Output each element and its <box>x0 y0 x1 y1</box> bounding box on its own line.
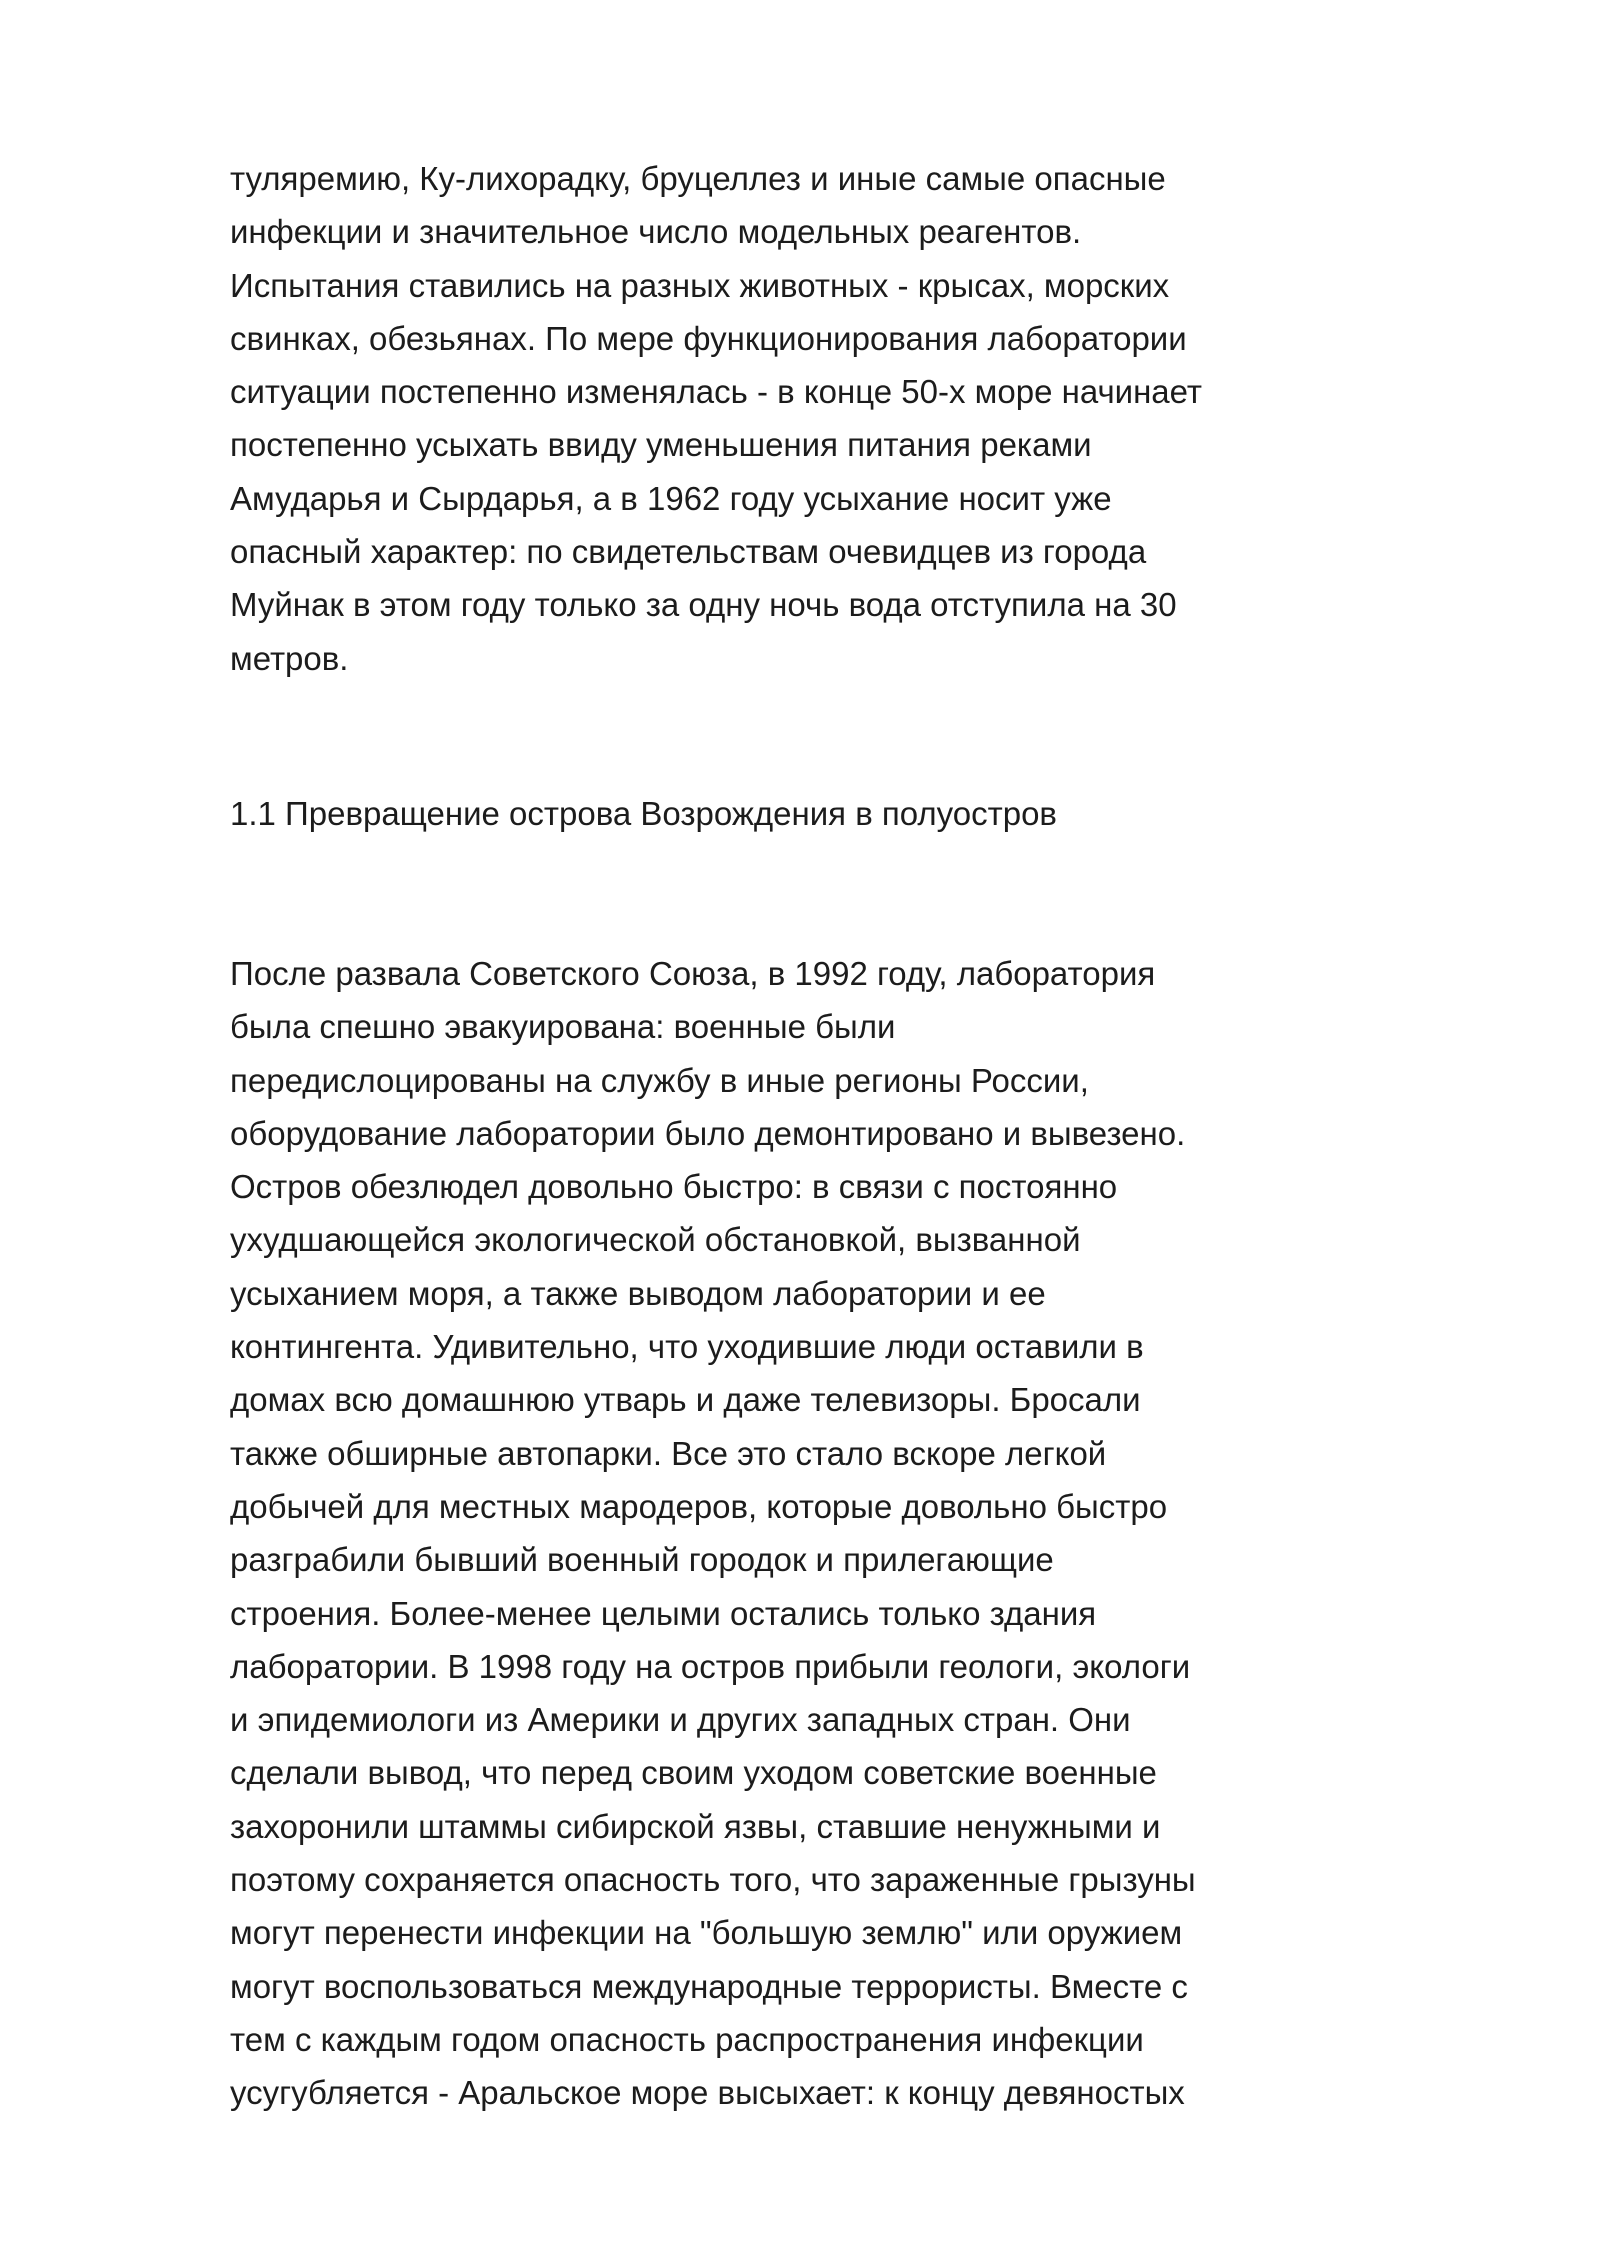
text-line: сделали вывод, что перед своим уходом советские военные <box>230 1754 1157 1792</box>
text-line: оборудование лаборатории было демонтировано и вывезено. <box>230 1114 1186 1152</box>
text-line: поэтому сохраняется опасность того, что зараженные грызуны <box>230 1861 1196 1899</box>
text-line: свинках, обезьянах. По мере функционирования лаборатории <box>230 319 1187 357</box>
text-line: также обширные автопарки. Все это стало вскоре легкой <box>230 1434 1107 1472</box>
text-line: лаборатории. В 1998 году на остров прибыли геологи, экологи <box>230 1647 1191 1685</box>
text-line: и эпидемиологи из Америки и других западных стран. Они <box>230 1701 1131 1739</box>
text-line: тем с каждым годом опасность распространения инфекции <box>230 2020 1144 2058</box>
text-line: Муйнак в этом году только за одну ночь вода отступила на 30 <box>230 586 1177 624</box>
text-line: Амударья и Сырдарья, а в 1962 году усыхание носит уже <box>230 479 1112 517</box>
text-line: строения. Более-менее целыми остались только здания <box>230 1594 1097 1632</box>
text-line: постепенно усыхать ввиду уменьшения питания реками <box>230 426 1092 464</box>
text-line: усугубляется - Аральское море высыхает: к концу девяностых <box>230 2074 1185 2112</box>
section-heading-text: 1.1 Превращение острова Возрождения в полуостров <box>230 795 1057 832</box>
paragraph-2 <box>230 947 1310 2120</box>
text-line: передислоцированы на службу в иные регионы России, <box>230 1061 1089 1099</box>
paragraph-1 <box>230 152 1310 685</box>
text-line: разграбили бывший военный городок и прилегающие <box>230 1541 1054 1579</box>
text-line: ситуации постепенно изменялась - в конце 50-х море начинает <box>230 373 1203 411</box>
text-line: контингента. Удивительно, что уходившие люди оставили в <box>230 1328 1144 1366</box>
text-line: захоронили штаммы сибирской язвы, ставшие ненужными и <box>230 1807 1161 1845</box>
text-line: могут воспользоваться международные террористы. Вместе с <box>230 1967 1188 2005</box>
text-line: туляремию, Ку-лихорадку, бруцеллез и иные самые опасные <box>230 160 1166 197</box>
text-line: После развала Советского Союза, в 1992 году, лаборатория <box>230 955 1156 992</box>
text-line: Испытания ставились на разных животных - крысах, морских <box>230 266 1170 304</box>
text-line: ухудшающейся экологической обстановкой, вызванной <box>230 1221 1081 1259</box>
text-line: метров. <box>230 639 349 677</box>
text-line: домах всю домашнюю утварь и даже телевизоры. Бросали <box>230 1381 1141 1419</box>
text-line: могут перенести инфекции на "большую землю" или оружием <box>230 1914 1183 1952</box>
text-line: опасный характер: по свидетельствам очевидцев из города <box>230 533 1147 571</box>
text-line: Остров обезлюдел довольно быстро: в связи с постоянно <box>230 1168 1118 1206</box>
text-line: усыханием моря, а также выводом лаборатории и ее <box>230 1274 1046 1312</box>
text-line: инфекции и значительное число модельных реагентов. <box>230 213 1082 251</box>
text-line: была спешно эвакуирована: военные были <box>230 1008 896 1046</box>
section-heading <box>230 787 1310 840</box>
text-line: добычей для местных мародеров, которые довольно быстро <box>230 1487 1168 1525</box>
